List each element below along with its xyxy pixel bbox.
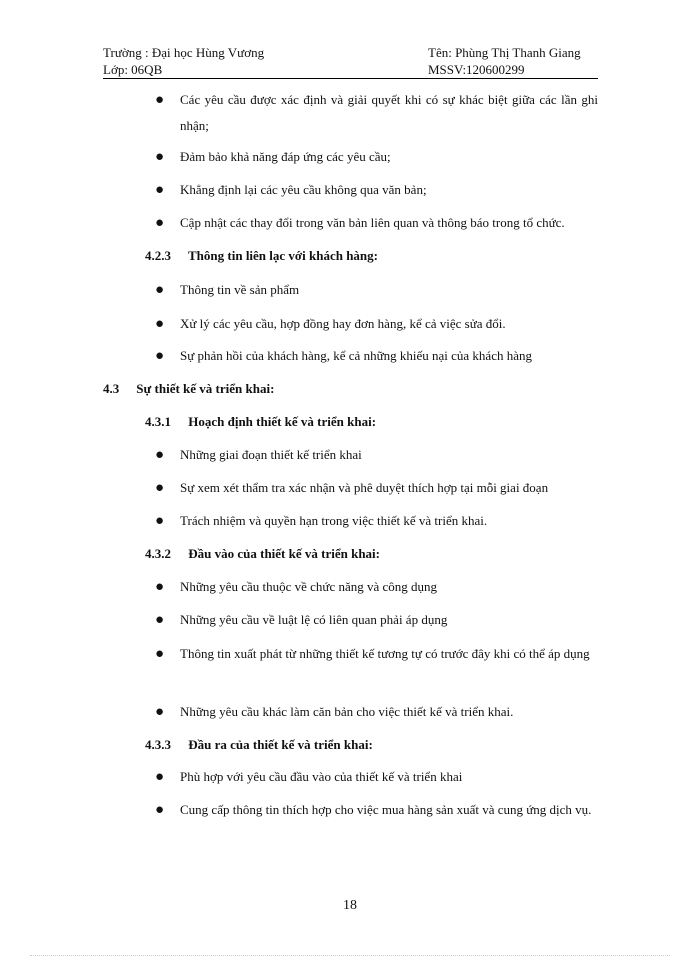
- section-number: 4.3: [103, 381, 120, 396]
- section-number: 4.2.3: [145, 248, 171, 263]
- list-item: Những giai đoạn thiết kế triển khai: [180, 447, 362, 462]
- header-divider: [103, 78, 598, 79]
- page-bottom-edge: [30, 955, 670, 956]
- section-title: Hoạch định thiết kế và triển khai:: [188, 414, 377, 429]
- section-heading-4-3-3: [145, 732, 373, 758]
- student-id: MSSV:120600299: [428, 62, 525, 77]
- section-title: Thông tin liên lạc với khách hàng:: [188, 248, 378, 263]
- bullet-icon: ●: [155, 579, 165, 595]
- list-item: Cập nhật các thay đổi trong văn bản liên quan và thông báo trong tổ chức.: [180, 215, 565, 230]
- list-item: Trách nhiệm và quyền hạn trong việc thiết kế và triển khai.: [180, 513, 488, 528]
- section-title: Đầu vào của thiết kế và triển khai:: [188, 546, 380, 561]
- bullet-icon: ●: [155, 215, 165, 231]
- page-header: [103, 44, 598, 78]
- list-item: Thông tin về sản phẩm: [180, 282, 300, 297]
- list-item: Những yêu cầu khác làm căn bản cho việc thiết kế và triển khai.: [180, 704, 514, 719]
- bullet-icon: ●: [155, 612, 165, 628]
- section-heading-4-3: [103, 376, 274, 402]
- section-heading-4-2-3: [145, 243, 378, 269]
- bullet-icon: ●: [155, 316, 165, 332]
- bullet-icon: ●: [155, 646, 165, 662]
- list-item: Những yêu cầu thuộc về chức năng và công dụng: [180, 579, 438, 594]
- student-name: Tên: Phùng Thị Thanh Giang: [428, 45, 581, 60]
- bullet-icon: ●: [155, 513, 165, 529]
- list-item: Sự phản hồi của khách hàng, kể cả những khiếu nại của khách hàng: [180, 348, 532, 363]
- section-title: Sự thiết kế và triển khai:: [136, 381, 275, 396]
- section-number: 4.3.1: [145, 414, 171, 429]
- class-name: Lớp: 06QB: [103, 62, 163, 77]
- list-item: Cung cấp thông tin thích hợp cho việc mua hàng sản xuất và cung ứng dịch vụ.: [180, 802, 592, 817]
- list-item: Thông tin xuất phát từ những thiết kế tương tự có trước đây khi có thể áp dụng: [180, 646, 590, 661]
- bullet-icon: ●: [155, 149, 165, 165]
- list-item: Đảm bảo khả năng đáp ứng các yêu cầu;: [180, 149, 391, 164]
- list-item: Xử lý các yêu cầu, hợp đồng hay đơn hàng, kể cả việc sửa đổi.: [180, 316, 506, 331]
- bullet-icon: ●: [155, 802, 165, 818]
- list-item: Phù hợp với yêu cầu đầu vào của thiết kế và triển khai: [180, 769, 463, 784]
- bullet-icon: ●: [155, 348, 165, 364]
- section-number: 4.3.3: [145, 737, 171, 752]
- school-name: Trường : Đại học Hùng Vương: [103, 45, 265, 60]
- list-item: Khẳng định lại các yêu cầu không qua văn bản;: [180, 182, 427, 197]
- list-item: Sự xem xét thẩm tra xác nhận và phê duyệt thích hợp tại mỗi giai đoạn: [180, 480, 549, 495]
- bullet-icon: ●: [155, 769, 165, 785]
- section-title: Đầu ra của thiết kế và triển khai:: [188, 737, 373, 752]
- page-number: 18: [343, 898, 357, 913]
- list-item: Những yêu cầu về luật lệ có liên quan phải áp dụng: [180, 612, 448, 627]
- bullet-icon: ●: [155, 704, 165, 720]
- list-item: Các yêu cầu được xác định và giải quyết khi có sự khác biệt giữa các lần ghi nhận;: [180, 92, 598, 133]
- section-heading-4-3-2: [145, 541, 380, 567]
- bullet-icon: ●: [155, 92, 165, 108]
- bullet-icon: ●: [155, 447, 165, 463]
- section-heading-4-3-1: [145, 409, 376, 435]
- bullet-icon: ●: [155, 182, 165, 198]
- bullet-icon: ●: [155, 480, 165, 496]
- bullet-icon: ●: [155, 282, 165, 298]
- section-number: 4.3.2: [145, 546, 171, 561]
